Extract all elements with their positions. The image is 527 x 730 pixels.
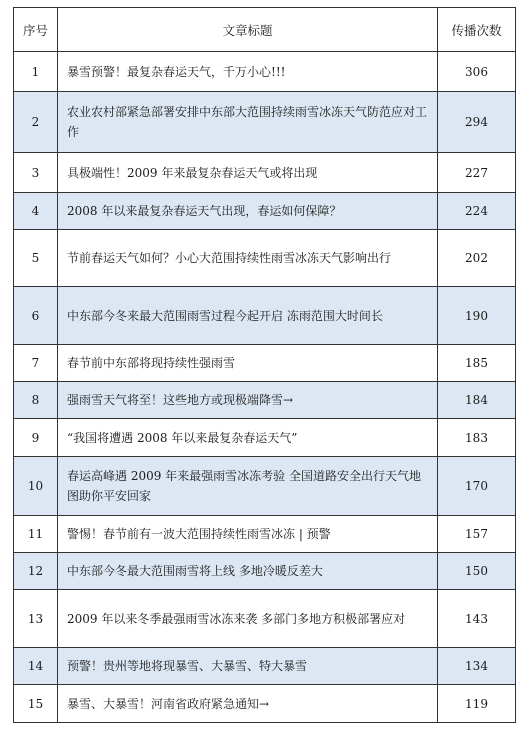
row-index: 3	[14, 153, 58, 193]
row-title: 农业农村部紧急部署安排中东部大范围持续雨雪冰冻天气防范应对工作	[58, 92, 438, 153]
row-index: 9	[14, 419, 58, 457]
row-title: 节前春运天气如何？小心大范围持续性雨雪冰冻天气影响出行	[58, 230, 438, 287]
row-count: 227	[438, 153, 516, 193]
table-row	[14, 52, 516, 92]
row-index: 5	[14, 230, 58, 287]
table-row	[14, 92, 516, 153]
row-index: 11	[14, 516, 58, 553]
table-row	[14, 153, 516, 193]
row-title: 春节前中东部将现持续性强雨雪	[58, 345, 438, 382]
row-title: “我国将遭遇 2008 年以来最复杂春运天气”	[58, 419, 438, 457]
row-index: 7	[14, 345, 58, 382]
row-count: 157	[438, 516, 516, 553]
row-title: 强雨雪天气将至！这些地方或现极端降雪→	[58, 382, 438, 419]
header-title: 文章标题	[58, 8, 438, 52]
row-title: 中东部今冬来最大范围雨雪过程今起开启 冻雨范围大时间长	[58, 287, 438, 345]
row-index: 14	[14, 648, 58, 685]
table-row	[14, 193, 516, 230]
row-index: 12	[14, 553, 58, 590]
header-count: 传播次数	[438, 8, 516, 52]
row-title: 春运高峰遇 2009 年来最强雨雪冰冻考验 全国道路安全出行天气地图助你平安回家	[58, 457, 438, 516]
row-title: 具极端性！2009 年来最复杂春运天气或将出现	[58, 153, 438, 193]
table-row	[14, 516, 516, 553]
article-ranking-table	[13, 7, 516, 723]
table-row	[14, 345, 516, 382]
row-count: 134	[438, 648, 516, 685]
row-count: 184	[438, 382, 516, 419]
row-count: 143	[438, 590, 516, 648]
table-row	[14, 419, 516, 457]
table-row	[14, 590, 516, 648]
row-title: 暴雪、大暴雪！河南省政府紧急通知→	[58, 685, 438, 723]
table-row	[14, 287, 516, 345]
row-index: 6	[14, 287, 58, 345]
header-row	[14, 8, 516, 52]
row-count: 185	[438, 345, 516, 382]
row-index: 10	[14, 457, 58, 516]
table-row	[14, 382, 516, 419]
table-row	[14, 230, 516, 287]
row-index: 2	[14, 92, 58, 153]
table-row	[14, 685, 516, 723]
row-count: 170	[438, 457, 516, 516]
row-index: 1	[14, 52, 58, 92]
row-count: 150	[438, 553, 516, 590]
row-title: 暴雪预警！最复杂春运天气，千万小心!!!	[58, 52, 438, 92]
row-count: 202	[438, 230, 516, 287]
row-title: 中东部今冬最大范围雨雪将上线 多地冷暖反差大	[58, 553, 438, 590]
row-count: 224	[438, 193, 516, 230]
row-title: 警惕！春节前有一波大范围持续性雨雪冰冻 | 预警	[58, 516, 438, 553]
header-index: 序号	[14, 8, 58, 52]
row-count: 190	[438, 287, 516, 345]
table-row	[14, 457, 516, 516]
row-index: 8	[14, 382, 58, 419]
row-count: 294	[438, 92, 516, 153]
row-index: 15	[14, 685, 58, 723]
row-count: 183	[438, 419, 516, 457]
table-row	[14, 553, 516, 590]
row-title: 预警！贵州等地将现暴雪、大暴雪、特大暴雪	[58, 648, 438, 685]
row-title: 2008 年以来最复杂春运天气出现，春运如何保障？	[58, 193, 438, 230]
row-title: 2009 年以来冬季最强雨雪冰冻来袭 多部门多地方积极部署应对	[58, 590, 438, 648]
row-index: 13	[14, 590, 58, 648]
row-count: 119	[438, 685, 516, 723]
row-index: 4	[14, 193, 58, 230]
table-row	[14, 648, 516, 685]
row-count: 306	[438, 52, 516, 92]
